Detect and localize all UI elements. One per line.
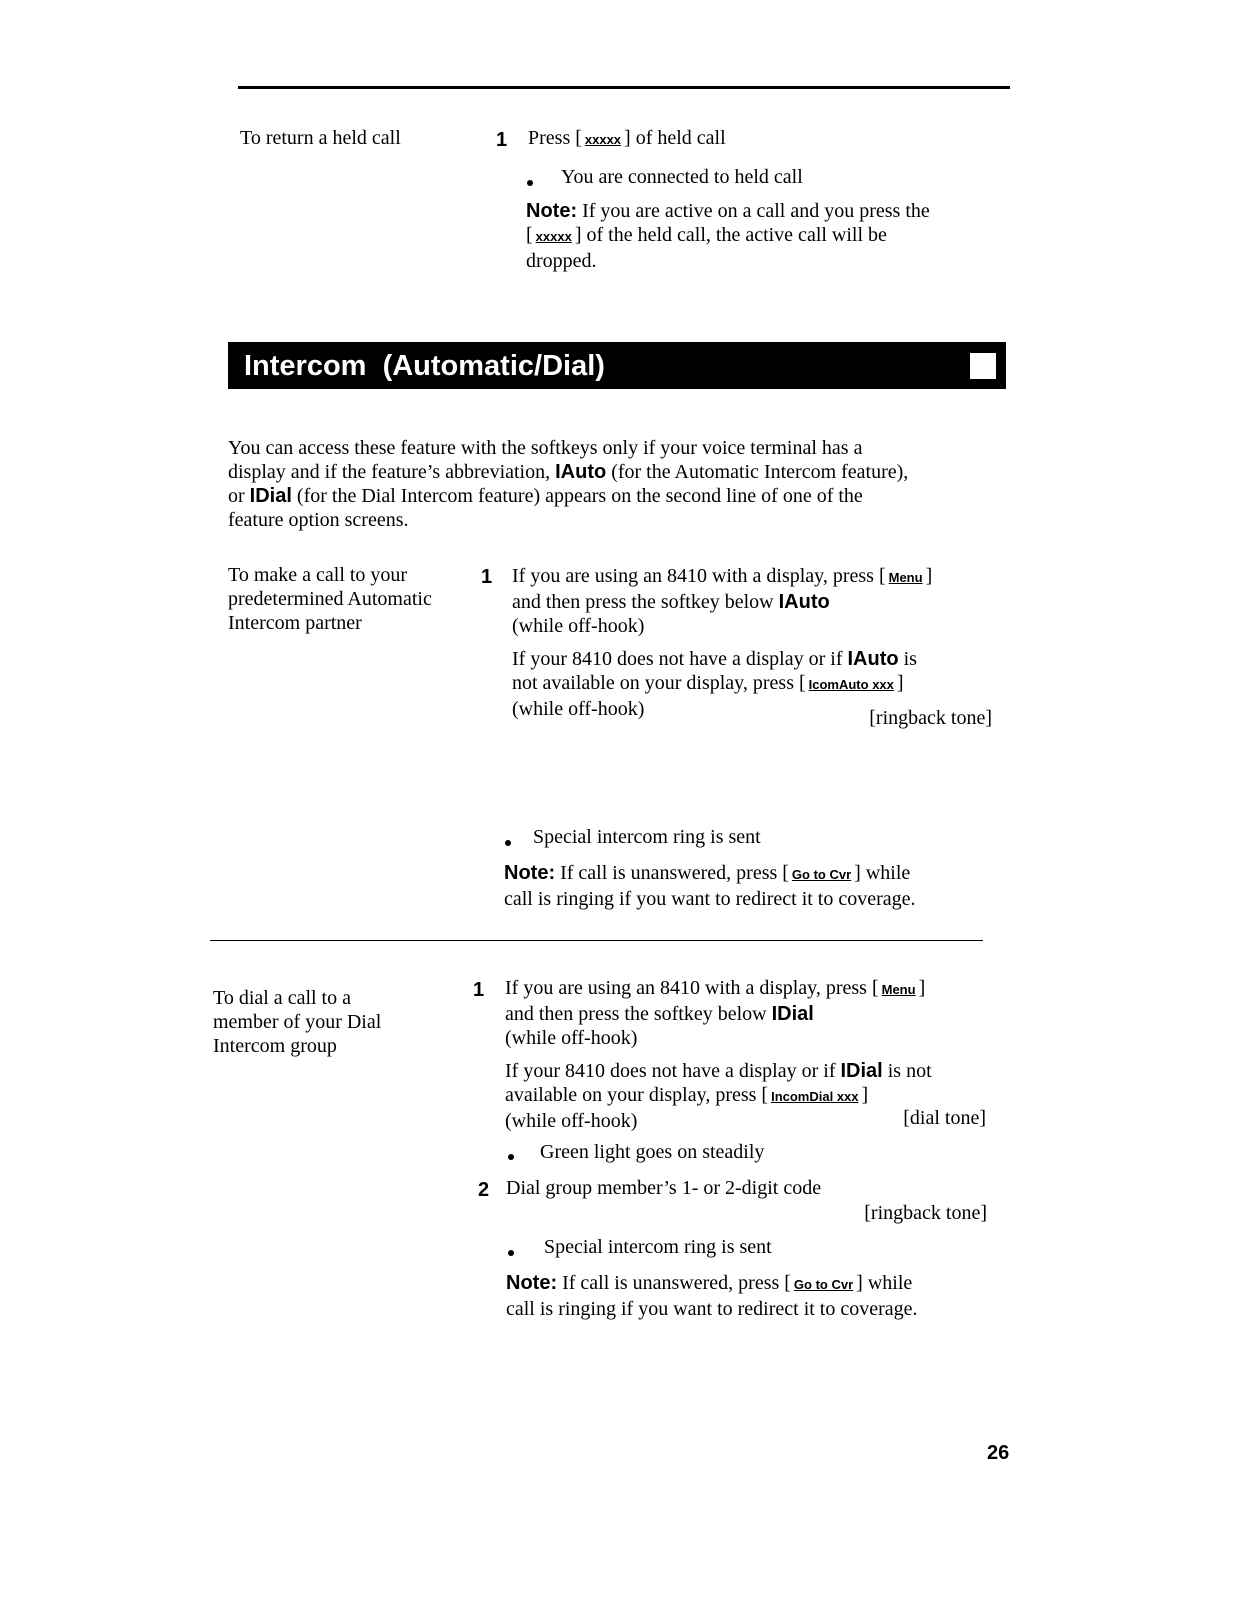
dial-step2-text: Dial group member’s 1- or 2-digit code bbox=[506, 1177, 822, 1199]
dial-tone: [dial tone] bbox=[903, 1107, 986, 1129]
incomdial-key: IncomDial xxx bbox=[771, 1089, 859, 1104]
dial-step-number: 1 bbox=[473, 979, 485, 1001]
held-step-number: 1 bbox=[496, 129, 508, 151]
auto-intercom-label: To make a call to your predetermined Automatic Intercom partner bbox=[228, 564, 432, 634]
top-rule bbox=[238, 86, 1010, 89]
icomauto-key: IcomAuto xxx bbox=[808, 677, 894, 692]
auto-step-alt-text: If your 8410 does not have a display or if IAuto is not available on your display, press [ IcomAuto xxx ] (while off-hook) bbox=[512, 648, 917, 720]
dial-note: Note: If call is unanswered, press [ Go to Cvr ] while call is ringing if you want to redirect it to coverage. bbox=[506, 1272, 918, 1320]
held-bullet-text: You are connected to held call bbox=[561, 166, 803, 188]
dial-step-text: If you are using an 8410 with a display, press [ Menu ] and then press the softkey below IDial (while off-hook) bbox=[505, 977, 926, 1049]
held-note: Note: If you are active on a call and you press the [ xxxxx ] of the held call, the active call will be dropped. bbox=[526, 200, 930, 272]
section-banner bbox=[228, 342, 1006, 389]
auto-note: Note: If call is unanswered, press [ Go to Cvr ] while call is ringing if you want to redirect it to coverage. bbox=[504, 862, 916, 910]
auto-step-number: 1 bbox=[481, 566, 493, 588]
dial-bullet-green-light: Green light goes on steadily bbox=[540, 1141, 765, 1163]
bullet-icon bbox=[508, 1250, 514, 1256]
auto-step-text: If you are using an 8410 with a display, press [ Menu ] and then press the softkey below IAuto (while off-hook) bbox=[512, 565, 933, 637]
held-step-text: Press [ xxxxx ] of held call bbox=[528, 127, 726, 149]
dial-step2-number: 2 bbox=[478, 1179, 490, 1201]
held-call-label: To return a held call bbox=[240, 127, 401, 149]
go-to-cvr-key: Go to Cvr bbox=[793, 1277, 854, 1292]
held-call-key: xxxxx bbox=[584, 132, 622, 147]
bullet-icon bbox=[505, 840, 511, 846]
menu-key: Menu bbox=[881, 982, 916, 997]
section-title: Intercom (Automatic/Dial) bbox=[244, 350, 605, 382]
dial-intercom-label: To dial a call to a member of your Dial Intercom group bbox=[213, 987, 382, 1057]
menu-key: Menu bbox=[888, 570, 923, 585]
banner-square-icon bbox=[970, 353, 996, 379]
auto-ringback-tone: [ringback tone] bbox=[869, 707, 992, 729]
intro-paragraph: You can access these feature with the softkeys only if your voice terminal has a display and if the feature’s abbreviation, IAuto (for the Automatic Intercom feature), or IDial (for the Dial Intercom feature) appears on the second line of one of the feature option screens. bbox=[228, 437, 909, 531]
section-divider bbox=[210, 940, 983, 941]
dial-bullet-special-ring: Special intercom ring is sent bbox=[544, 1236, 772, 1258]
bullet-icon bbox=[527, 180, 533, 186]
auto-bullet-text: Special intercom ring is sent bbox=[533, 826, 761, 848]
held-note-key: xxxxx bbox=[535, 229, 572, 244]
dial-ringback-tone: [ringback tone] bbox=[864, 1202, 987, 1224]
bullet-icon bbox=[508, 1154, 514, 1160]
dial-step-alt-text: If your 8410 does not have a display or if IDial is not available on your display, press [ IncomDial xxx ] (while off-hook) bbox=[505, 1060, 932, 1132]
page-number: 26 bbox=[987, 1442, 1010, 1464]
go-to-cvr-key: Go to Cvr bbox=[791, 867, 852, 882]
